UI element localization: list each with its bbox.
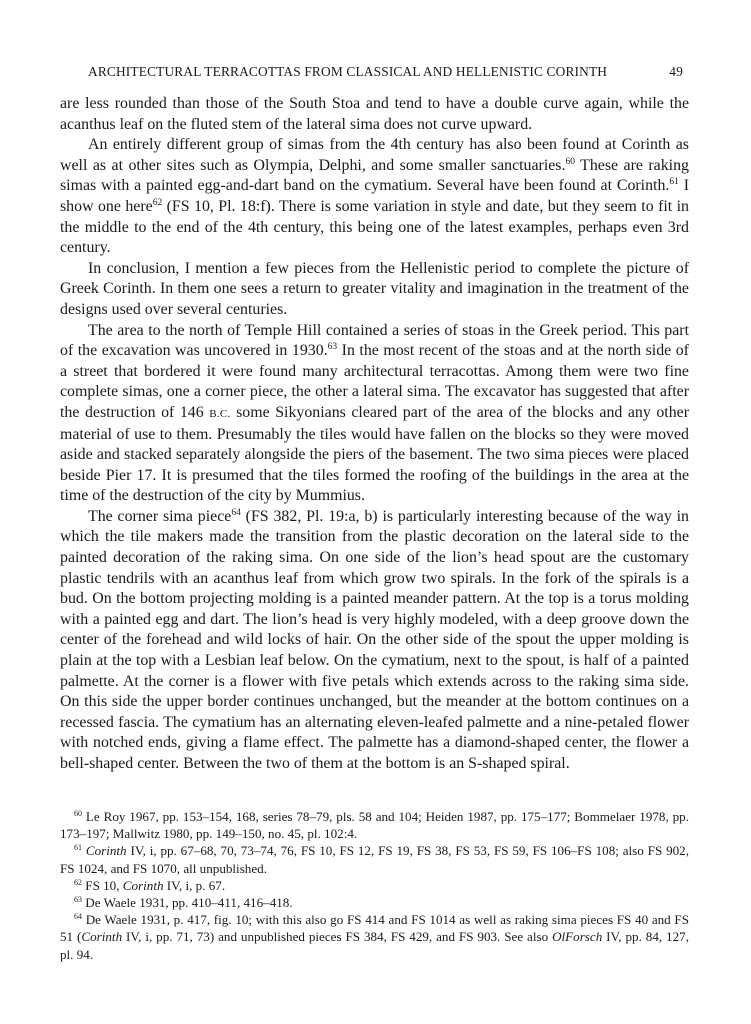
paragraph-1 [60,94,689,135]
footnote-60 [60,808,689,842]
footnote-number: 63 [74,895,82,905]
text-run: I show one here [60,177,689,215]
paragraph-5 [60,507,689,775]
text-run: (FS 382, Pl. 19:a, b) is particularly interesting because of the way in which the tile makers made the transition from the plastic decoration on the lateral side to the painted decoration of the raking sima. On one side of the lion’s head spout are the customary plastic tendrils with an acanthus leaf from which grow two spirals. In the fork of the spirals is a bud. On the bottom projecting molding is a painted meander pattern. At the top is a torus molding with a painted egg and dart. The lion’s head is very highly modeled, with a deep groove down the center of the forehead and wild locks of hair. On the other side of the spout the upper molding is plain at the top with a Lesbian leaf below. On the cymatium, next to the spout, is half of a painted palmette. At the corner is a flower with five petals which extends across to the raking sima side. On this side the upper border continues unchanged, but the meander at the bottom continues on a recessed fascia. The cymatium has an alternating eleven-leafed palmette and a nine-petaled flower with notched ends, giving a flame effect. The palmette has a diamond-shaped center, the flower a bell-shaped center. Between the two of them at the bottom is an S-shaped spiral. [60,507,689,772]
footnote-text: IV, i, pp. 67–68, 70, 73–74, 76, FS 10, FS 12, FS 19, FS 38, FS 53, FS 59, FS 106–FS 108; also FS 902, FS 1024, and FS 1070, all unpublished. [60,843,689,876]
page-number: 49 [669,64,683,79]
era-abbreviation: B.C. [209,407,231,420]
journal-title: Corinth [81,929,123,945]
paragraph-4 [60,321,689,507]
footnote-text: De Waele 1931, p. 417, fig. 10; with this also go FS 414 and FS 1014 as well as raking sima pieces FS 40 and FS 51 ( [60,912,689,945]
journal-title: OlForsch [552,929,603,945]
paragraph-1-text: are less rounded than those of the South Stoa and tend to have a double curve again, while the acanthus leaf on the fluted stem of the lateral sima does not curve upward. [60,95,689,133]
text-run: some Sikyonians cleared part of the area of the blocks and any other material of use to them. Presumably the tiles would have fallen on the blocks so they were moved aside and stacked separately alongside the piers of the basement. The two sima pieces were placed beside Pier 17. It is presumed that the tiles formed the roofing of the buildings in the area at the time of the destruction of the city by Mummius. [60,403,689,505]
text-run: (FS 10, Pl. 18:f). There is some variation in style and date, but they seem to fit in the middle to the end of the 4th century, this being one of the latest examples, perhaps even 3rd century. [60,197,689,257]
footnote-ref-60[interactable]: 60 [565,156,575,167]
text-run: These are raking simas with a painted egg-and-dart band on the cymatium. Several have been found at Corinth. [60,156,689,195]
footnote-text: IV, i, p. 67. [163,877,226,893]
footnote-61 [60,842,689,876]
text-run: The area to the north of Temple Hill contained a series of stoas in the Greek period. This part of the excavation was uncovered in 1930. [60,321,689,360]
footnote-number: 61 [74,843,82,853]
footnote-ref-62[interactable]: 62 [152,197,163,208]
footnote-62 [60,877,689,894]
text-run: The corner sima piece [88,507,232,525]
text-run: An entirely different group of simas from the 4th century has also been found at Corinth as well as at other sites such as Olympia, Delphi, and some smaller sanctuaries. [60,136,689,174]
footnote-64 [60,911,689,963]
paragraph-3-text: In conclusion, I mention a few pieces from the Hellenistic period to complete the picture of Greek Corinth. In them one sees a return to greater vitality and imagination in the treatment of the designs used over several centuries. [60,259,689,318]
journal-title: Corinth [85,843,127,859]
footnote-number: 62 [74,877,82,887]
text-run: In the most recent of the stoas and at the north side of a street that bordered it were found many architectural terracottas. Among them were two fine complete simas, one a corner piece, the other a lateral sima. The excavator has suggested that after the destruction of 146 [60,342,689,421]
footnote-ref-61[interactable]: 61 [669,177,679,188]
footnote-ref-64[interactable]: 64 [231,507,241,518]
footnote-text: De Waele 1931, pp. 410–411, 416–418. [85,895,293,911]
footnote-text: Le Roy 1967, pp. 153–154, 168, series 78–79, pls. 58 and 104; Heiden 1987, pp. 175–177; Bommelaer 1978, pp. 173–197; Mallwitz 1980, pp. 149–150, no. 45, pl. 102:4. [60,809,689,842]
footnote-text: IV, pp. 84, 127, pl. 94. [60,929,689,962]
journal-title: Corinth [122,877,164,893]
footnote-text: FS 10, [85,877,123,893]
body-text [60,94,689,775]
paragraph-3 [60,259,689,321]
footnotes [60,808,689,963]
paragraph-2 [60,135,689,259]
footnote-text: IV, i, pp. 71, 73) and unpublished pieces FS 384, FS 429, and FS 903. See also [122,929,553,945]
running-head [88,64,683,80]
footnote-63 [60,894,689,911]
running-title: ARCHITECTURAL TERRACOTTAS FROM CLASSICAL AND HELLENISTIC CORINTH [88,64,608,79]
footnote-number: 64 [74,912,82,922]
footnote-number: 60 [74,809,82,818]
footnote-ref-63[interactable]: 63 [327,342,338,353]
